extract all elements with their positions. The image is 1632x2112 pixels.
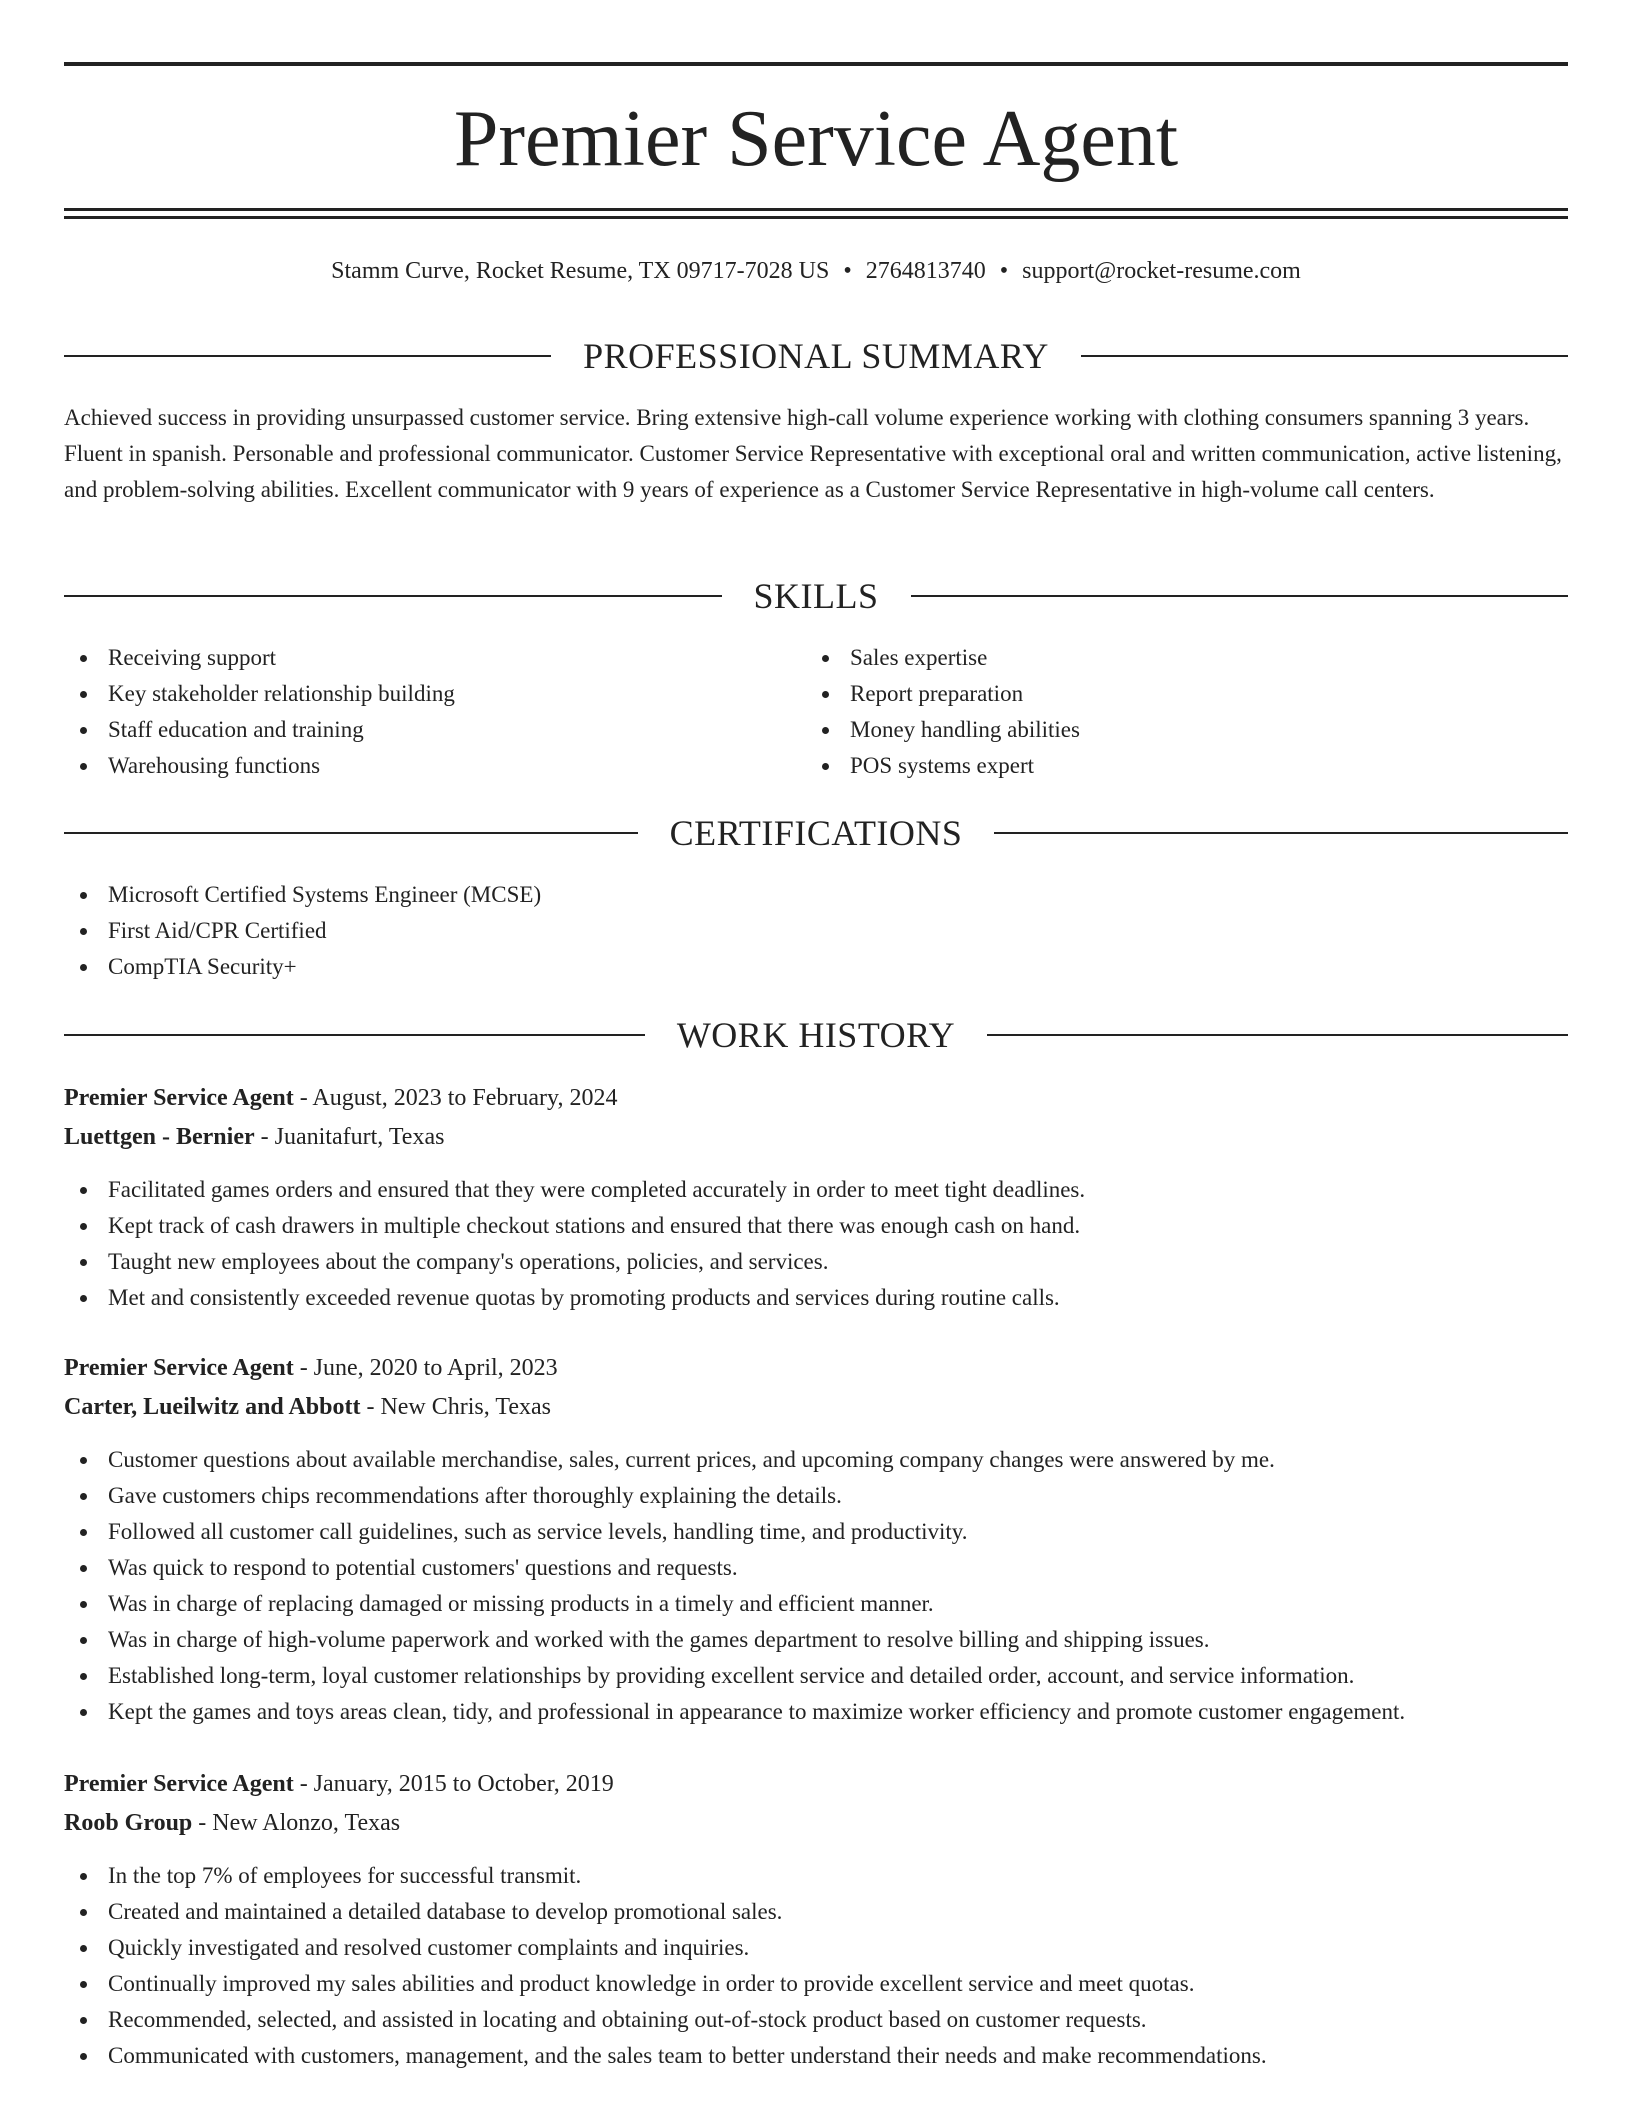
job-company-line [64, 1118, 1568, 1156]
top-rule [64, 62, 1568, 66]
bullet-icon [822, 727, 829, 734]
bullet-icon [80, 1457, 87, 1464]
contact-phone: 2764813740 [865, 258, 986, 284]
job-company: Luettgen - Bernier [64, 1124, 255, 1150]
job-bullet: Followed all customer call guidelines, such as service levels, handling time, and productivity. [64, 1514, 1568, 1550]
section-title: PROFESSIONAL SUMMARY [583, 336, 1049, 376]
job-title: Premier Service Agent [64, 1085, 294, 1111]
section-heading-skills [64, 576, 1568, 616]
certification-item: Microsoft Certified Systems Engineer (MCSE) [64, 877, 1568, 913]
bullet-icon [822, 691, 829, 698]
job-bullet: Established long-term, loyal customer relationships by providing excellent service and detailed order, account, and service information. [64, 1658, 1568, 1694]
skill-item: Money handling abilities [806, 712, 1546, 748]
heading-rule [994, 832, 1568, 834]
bullet-icon [80, 763, 87, 770]
bullet-icon [822, 763, 829, 770]
job-bullet: Was in charge of replacing damaged or missing products in a timely and efficient manner. [64, 1586, 1568, 1622]
job-bullet: Met and consistently exceeded revenue quotas by promoting products and services during routine calls. [64, 1280, 1568, 1316]
job-bullets [64, 1858, 1568, 2074]
contact-separator: • [999, 258, 1009, 284]
contact-separator: • [843, 258, 852, 284]
bullet-icon [80, 1601, 87, 1608]
bullet-icon [80, 655, 87, 662]
section-title: WORK HISTORY [676, 1015, 956, 1055]
bullet-icon [822, 655, 829, 662]
job-bullet: Communicated with customers, management, and the sales team to better understand their needs and make recommendations. [64, 2038, 1568, 2074]
resume-name: Premier Service Agent [453, 95, 1179, 183]
bullet-icon [80, 1909, 87, 1916]
bullet-icon [80, 1673, 87, 1680]
job-bullet: Kept the games and toys areas clean, tidy, and professional in appearance to maximize worker efficiency and promote customer engagement. [64, 1694, 1568, 1730]
bullet-icon [80, 892, 87, 899]
section-heading-work-history [64, 1015, 1568, 1055]
section-heading-summary [64, 336, 1568, 376]
job-title-line [64, 1765, 1568, 1803]
heading-rule [64, 1034, 645, 1036]
heading-rule [911, 595, 1569, 597]
header-double-rule-lower [64, 216, 1568, 219]
job-title-line [64, 1349, 1568, 1387]
job-bullet: Quickly investigated and resolved customer complaints and inquiries. [64, 1930, 1568, 1966]
skill-item: Warehousing functions [64, 748, 804, 784]
bullet-icon [80, 1529, 87, 1536]
certification-item: First Aid/CPR Certified [64, 913, 1568, 949]
heading-rule [64, 595, 722, 597]
job-title: Premier Service Agent [64, 1355, 294, 1381]
job-company: Roob Group [64, 1810, 193, 1836]
job-bullet: In the top 7% of employees for successful transmit. [64, 1858, 1568, 1894]
bullet-icon [80, 727, 87, 734]
job-bullet: Was quick to respond to potential customers' questions and requests. [64, 1550, 1568, 1586]
job-bullet: Taught new employees about the company's operations, policies, and services. [64, 1244, 1568, 1280]
skill-item: Sales expertise [806, 640, 1546, 676]
heading-rule [1081, 355, 1568, 357]
contact-line [64, 254, 1568, 288]
section-title: CERTIFICATIONS [669, 813, 963, 853]
job-bullet: Continually improved my sales abilities and product knowledge in order to provide excellent service and meet quotas. [64, 1966, 1568, 2002]
bullet-icon [80, 1981, 87, 1988]
skill-item: Staff education and training [64, 712, 804, 748]
bullet-icon [80, 964, 87, 971]
bullet-icon [80, 1873, 87, 1880]
certification-item: CompTIA Security+ [64, 949, 1568, 985]
bullet-icon [80, 1187, 87, 1194]
job-bullet: Created and maintained a detailed database to develop promotional sales. [64, 1894, 1568, 1930]
heading-rule [64, 355, 551, 357]
skill-item: Key stakeholder relationship building [64, 676, 804, 712]
certifications-list [64, 877, 1568, 985]
job-bullet: Recommended, selected, and assisted in locating and obtaining out-of-stock product based on customer requests. [64, 2002, 1568, 2038]
bullet-icon [80, 1565, 87, 1572]
job-bullet: Gave customers chips recommendations after thoroughly explaining the details. [64, 1478, 1568, 1514]
bullet-icon [80, 1709, 87, 1716]
header-double-rule-upper [64, 208, 1568, 211]
heading-rule [987, 1034, 1568, 1036]
job-location: - New Alonzo, Texas [192, 1810, 401, 1836]
job-location: - New Chris, Texas [360, 1394, 551, 1420]
skills-list-right [806, 640, 1546, 784]
job-company-line [64, 1388, 1568, 1426]
job-title: Premier Service Agent [64, 1771, 294, 1797]
summary-text: Achieved success in providing unsurpassed customer service. Bring extensive high-call volume experience working with clothing consumers spanning 3 years. Fluent in spanish. Personable and professional communicator. Customer Service Representative with exceptional oral and written communication, active listening, and problem-solving abilities. Excellent communicator with 9 years of experience as a Customer Service Representative in high-volume call centers. [64, 405, 1562, 502]
job-bullets [64, 1442, 1568, 1730]
bullet-icon [80, 1945, 87, 1952]
heading-rule [64, 832, 638, 834]
contact-email[interactable]: support@rocket-resume.com [1022, 258, 1301, 284]
job-company: Carter, Lueilwitz and Abbott [64, 1394, 361, 1420]
bullet-icon [80, 1223, 87, 1230]
job-dates: - June, 2020 to April, 2023 [293, 1355, 558, 1381]
job-bullet: Facilitated games orders and ensured that they were completed accurately in order to meet tight deadlines. [64, 1172, 1568, 1208]
skill-item: POS systems expert [806, 748, 1546, 784]
bullet-icon [80, 2053, 87, 2060]
section-title: SKILLS [753, 576, 879, 616]
bullet-icon [80, 2017, 87, 2024]
job-bullet: Was in charge of high-volume paperwork and worked with the games department to resolve billing and shipping issues. [64, 1622, 1568, 1658]
job-dates: - August, 2023 to February, 2024 [293, 1085, 618, 1111]
skill-item: Report preparation [806, 676, 1546, 712]
job-bullet: Customer questions about available merchandise, sales, current prices, and upcoming company changes were answered by me. [64, 1442, 1568, 1478]
job-location: - Juanitafurt, Texas [254, 1124, 445, 1150]
skills-list-left [64, 640, 804, 784]
job-company-line [64, 1804, 1568, 1842]
job-title-line [64, 1079, 1568, 1117]
job-bullets [64, 1172, 1568, 1316]
section-heading-certifications [64, 813, 1568, 853]
bullet-icon [80, 1259, 87, 1266]
bullet-icon [80, 1637, 87, 1644]
contact-address: Stamm Curve, Rocket Resume, TX 09717-7028 US [331, 258, 830, 284]
bullet-icon [80, 928, 87, 935]
bullet-icon [80, 1493, 87, 1500]
bullet-icon [80, 1295, 87, 1302]
job-dates: - January, 2015 to October, 2019 [293, 1771, 614, 1797]
skill-item: Receiving support [64, 640, 804, 676]
job-bullet: Kept track of cash drawers in multiple checkout stations and ensured that there was enough cash on hand. [64, 1208, 1568, 1244]
bullet-icon [80, 691, 87, 698]
